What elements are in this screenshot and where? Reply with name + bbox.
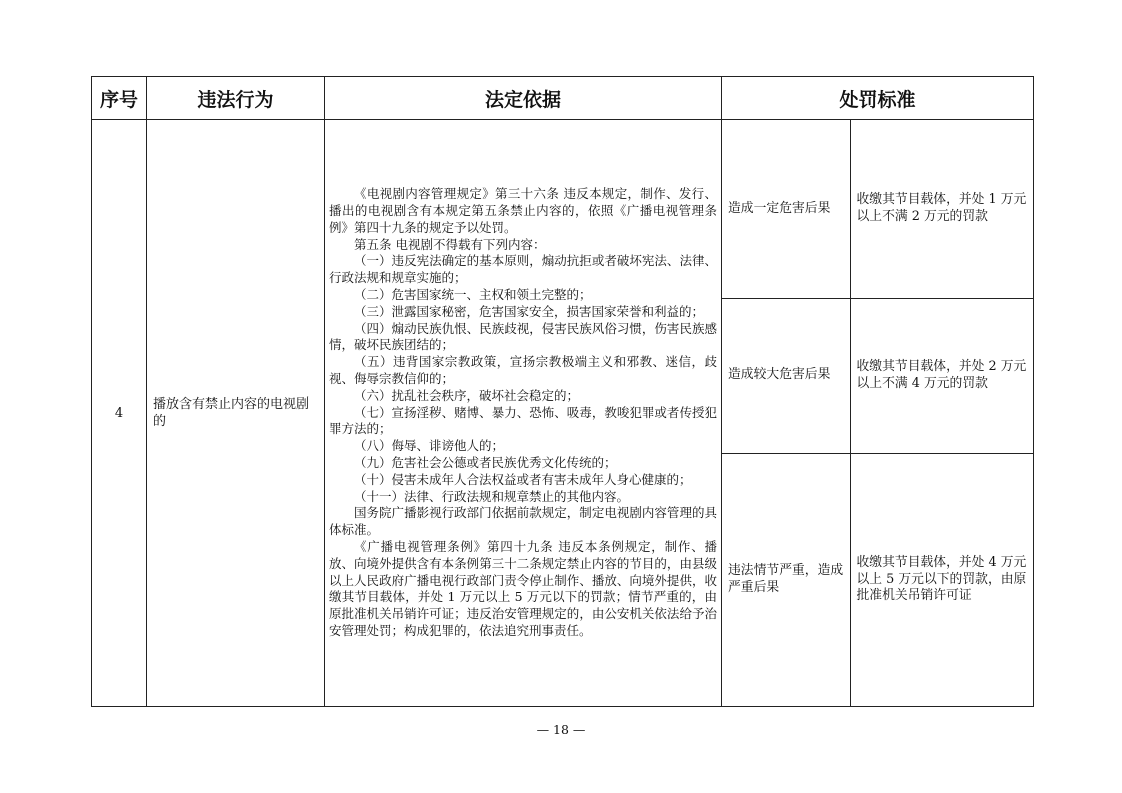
- penalty-row: [722, 298, 1034, 453]
- penalty-circumstance: 违法情节严重，造成严重后果: [722, 453, 850, 706]
- header-basis: 法定依据: [325, 77, 722, 120]
- table-row: [92, 120, 1034, 707]
- basis-para: （五）违背国家宗教政策，宣扬宗教极端主义和邪教、迷信，歧视、侮辱宗教信仰的；: [329, 354, 717, 386]
- header-seq: 序号: [92, 77, 147, 120]
- basis-para: 第五条 电视剧不得载有下列内容：: [354, 236, 546, 252]
- penalty-standard: 收缴其节目载体，并处 2 万元以上不满 4 万元的罚款: [850, 298, 1034, 453]
- basis-para: （九）危害社会公德或者民族优秀文化传统的；: [354, 454, 617, 470]
- basis-para: 《广播电视管理条例》第四十九条 违反本条例规定，制作、播放、向境外提供含有本条例第三十二条规定禁止内容的节目的，由县级以上人民政府广播电视行政部门责令停止制作、播放、向境外提供，收缴其节目载体，并处 1 万元以上 5 万元以下的罚款；情节严重的，由原批准机关吊销许可证；违反治安管理规定的，由公安机关依法给予治安管理处罚；构成犯罪的，依法追究刑事责任。: [329, 538, 717, 638]
- penalty-circumstance: 造成一定危害后果: [722, 120, 850, 298]
- basis-para: 国务院广播影视行政部门依据前款规定，制定电视剧内容管理的具体标准。: [329, 505, 717, 538]
- row-basis: [325, 120, 722, 707]
- basis-para: （三）泄露国家秘密，危害国家安全，损害国家荣誉和利益的；: [354, 303, 705, 319]
- basis-para: （六）扰乱社会秩序，破坏社会稳定的；: [354, 387, 580, 403]
- penalty-row: [722, 453, 1034, 706]
- basis-para: （七）宣扬淫秽、赌博、暴力、恐怖、吸毒，教唆犯罪或者传授犯罪方法的；: [329, 404, 717, 437]
- header-penalty: 处罚标准: [722, 77, 1034, 120]
- header-row: [92, 77, 1034, 120]
- penalty-circumstance: 造成较大危害后果: [722, 298, 850, 453]
- penalty-subtable: [722, 120, 1034, 706]
- penalty-standard: 收缴其节目载体，并处 1 万元以上不满 2 万元的罚款: [850, 120, 1034, 298]
- basis-para: 《电视剧内容管理规定》第三十六条 违反本规定，制作、发行、播出的电视剧含有本规定第五条禁止内容的，依照《广播电视管理条例》第四十九条的规定予以处罚。: [329, 186, 717, 235]
- basis-para: （二）危害国家统一、主权和领土完整的；: [354, 287, 592, 303]
- row-act: 播放含有禁止内容的电视剧的: [147, 120, 325, 707]
- basis-para: （十）侵害未成年人合法权益或者有害未成年人身心健康的；: [354, 471, 692, 487]
- penalty-table: [91, 76, 1034, 707]
- row-penalty: [722, 120, 1034, 707]
- basis-para: （八）侮辱、诽谤他人的；: [354, 438, 505, 454]
- basis-para: （四）煽动民族仇恨、民族歧视，侵害民族风俗习惯，伤害民族感情，破坏民族团结的；: [329, 320, 717, 353]
- page-number: — 18 —: [536, 722, 586, 737]
- basis-para: （一）违反宪法确定的基本原则，煽动抗拒或者破坏宪法、法律、行政法规和规章实施的；: [329, 253, 717, 286]
- penalty-row: [722, 120, 1034, 298]
- row-seq: 4: [92, 120, 147, 707]
- header-act: 违法行为: [147, 77, 325, 120]
- penalty-standard: 收缴其节目载体，并处 4 万元以上 5 万元以下的罚款，由原批准机关吊销许可证: [856, 555, 1027, 603]
- basis-para: （十一）法律、行政法规和规章禁止的其他内容。: [354, 488, 630, 504]
